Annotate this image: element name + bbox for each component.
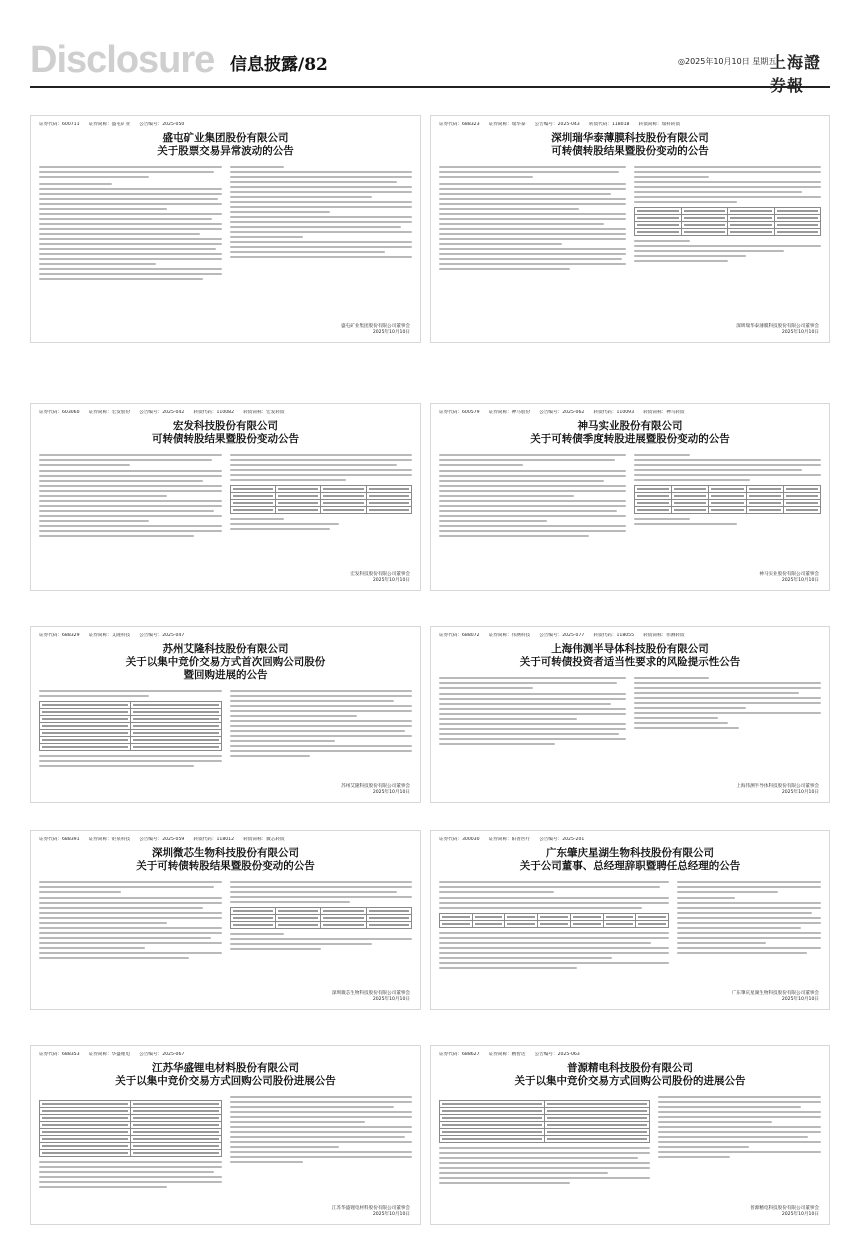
- notice-xinghu: [430, 830, 830, 1010]
- notice-subtitle: 关于可转债投资者适当性要求的风险提示性公告: [519, 656, 741, 668]
- notice-signoff: 宏发科技股份有限公司董事会 2025年10月10日: [350, 572, 410, 583]
- notice-signoff: 江苏华盛锂电材料股份有限公司董事会 2025年10月10日: [331, 1206, 410, 1217]
- notice-subtitle: 关于公司董事、总经理辞职暨聘任总经理的公告: [519, 860, 741, 872]
- notice-title: 宏发科技股份有限公司: [173, 420, 278, 432]
- notice-subtitle: 关于以集中竞价交易方式回购公司股份进展公告: [115, 1075, 336, 1087]
- notice-codes: 证券代码：603060 证券简称：宏发股份 公告编号：2025-042 转债代码：110082 转债简称：宏发转债: [39, 410, 285, 415]
- share-change-table: [230, 485, 413, 514]
- notice-subtitle-2: 暨回购进展的公告: [183, 669, 268, 681]
- notice-title: 盛屯矿业集团股份有限公司: [162, 132, 289, 144]
- notice-body: [39, 690, 412, 770]
- notice-signoff: 广东肇庆星湖生物科技股份有限公司董事会 2025年10月10日: [731, 991, 819, 1002]
- notice-body: [39, 1096, 412, 1191]
- notice-shenma: [430, 403, 830, 591]
- share-change-table: [634, 207, 821, 236]
- notice-signoff: 盛屯矿业集团股份有限公司董事会 2025年10月10日: [341, 324, 410, 335]
- notice-signoff: 深圳瑞华泰薄膜科技股份有限公司董事会 2025年10月10日: [736, 324, 819, 335]
- notice-weixin: [30, 830, 421, 1010]
- notice-title: 神马实业股份有限公司: [577, 420, 683, 432]
- notice-title: 深圳瑞华泰薄膜科技股份有限公司: [551, 132, 709, 144]
- notice-puyuan: [430, 1045, 830, 1225]
- notice-huasheng: [30, 1045, 421, 1225]
- paper-name: 上海證: [770, 53, 822, 72]
- repurchase-table: [39, 1100, 222, 1157]
- notice-ruihuatai: [430, 115, 830, 343]
- notice-body: [39, 454, 412, 540]
- director-table: [439, 913, 669, 928]
- notice-body: [439, 881, 821, 972]
- notice-body: [439, 1096, 821, 1187]
- notice-codes: 证券代码：600711 证券简称：盛屯矿业 公告编号：2025-050: [39, 122, 185, 127]
- notice-codes: 证券代码：688323 证券简称：瑞华泰 公告编号：2025-043 转债代码：118018 转债简称：瑞科转债: [439, 122, 680, 127]
- notice-codes: 证券代码：688627 证券简称：精智达 公告编号：2025-063: [439, 1052, 580, 1057]
- notice-body: [39, 881, 412, 962]
- notice-subtitle: 可转债转股结果暨股份变动的公告: [551, 145, 709, 157]
- notice-title: 深圳微芯生物科技股份有限公司: [152, 847, 299, 859]
- notice-title: 广东肇庆星湖生物科技股份有限公司: [546, 847, 714, 859]
- notice-subtitle: 关于以集中竞价交易方式首次回购公司股份: [125, 656, 326, 668]
- notice-codes: 证券代码：688391 证券简称：钜泉科技 公告编号：2025-059 转债代码：118012 转债简称：微芯转债: [39, 837, 285, 842]
- section-title: 信息披露/82: [230, 55, 328, 75]
- notice-subtitle: 关于可转债转股结果暨股份变动的公告: [136, 860, 315, 872]
- notice-ailong: [30, 626, 421, 803]
- notice-signoff: 苏州艾隆科技股份有限公司董事会 2025年10月10日: [341, 784, 410, 795]
- notice-subtitle: 关于可转债季度转股进展暨股份变动的公告: [530, 433, 730, 445]
- notice-subtitle: 关于以集中竞价交易方式回购公司股份的进展公告: [514, 1075, 746, 1087]
- notice-body: [39, 166, 412, 283]
- masthead-divider: [30, 86, 830, 88]
- share-change-table: [634, 485, 821, 514]
- notice-hongfa: [30, 403, 421, 591]
- repurchase-table: [39, 701, 222, 751]
- notice-body: [439, 677, 821, 748]
- notice-body: [439, 166, 821, 273]
- notice-title: 上海伟测半导体科技股份有限公司: [551, 643, 709, 655]
- notice-subtitle: 关于股票交易异常波动的公告: [157, 145, 294, 157]
- notice-codes: 证券代码：688072 证券简称：伟测科技 公告编号：2025-077 转债代码：118055 转债简称：伟测转债: [439, 633, 685, 638]
- notice-signoff: 深圳微芯生物科技股份有限公司董事会 2025年10月10日: [331, 991, 410, 1002]
- masthead: [30, 38, 830, 84]
- notice-signoff: 上海伟测半导体科技股份有限公司董事会 2025年10月10日: [736, 784, 819, 795]
- notice-shengtun: [30, 115, 421, 343]
- notice-title: 苏州艾隆科技股份有限公司: [162, 643, 289, 655]
- notice-body: [439, 454, 821, 540]
- notice-title: 江苏华盛锂电材料股份有限公司: [152, 1062, 299, 1074]
- notice-signoff: 普源精电科技股份有限公司董事会 2025年10月10日: [750, 1206, 819, 1217]
- notice-codes: 证券代码：300030 证券简称：阳普医疗 公告编号：2025-201: [439, 837, 585, 842]
- notice-codes: 证券代码：600579 证券简称：神马股份 公告编号：2025-062 转债代码：110093 转债简称：神马转债: [439, 410, 685, 415]
- notice-codes: 证券代码：688353 证券简称：华盛锂电 公告编号：2025-067: [39, 1052, 185, 1057]
- notice-signoff: 神马实业股份有限公司董事会 2025年10月10日: [759, 572, 819, 583]
- issue-date: ◎2025年10月10日 星期五: [678, 57, 777, 66]
- notice-codes: 证券代码：688329 证券简称：艾隆科技 公告编号：2025-047: [39, 633, 185, 638]
- notice-subtitle: 可转债转股结果暨股份变动公告: [152, 433, 299, 445]
- brand-logo: Disclosure: [30, 38, 218, 82]
- repurchase-table: [439, 1100, 650, 1143]
- notice-weice: [430, 626, 830, 803]
- notice-title: 普源精电科技股份有限公司: [567, 1062, 693, 1074]
- share-change-table: [230, 907, 413, 929]
